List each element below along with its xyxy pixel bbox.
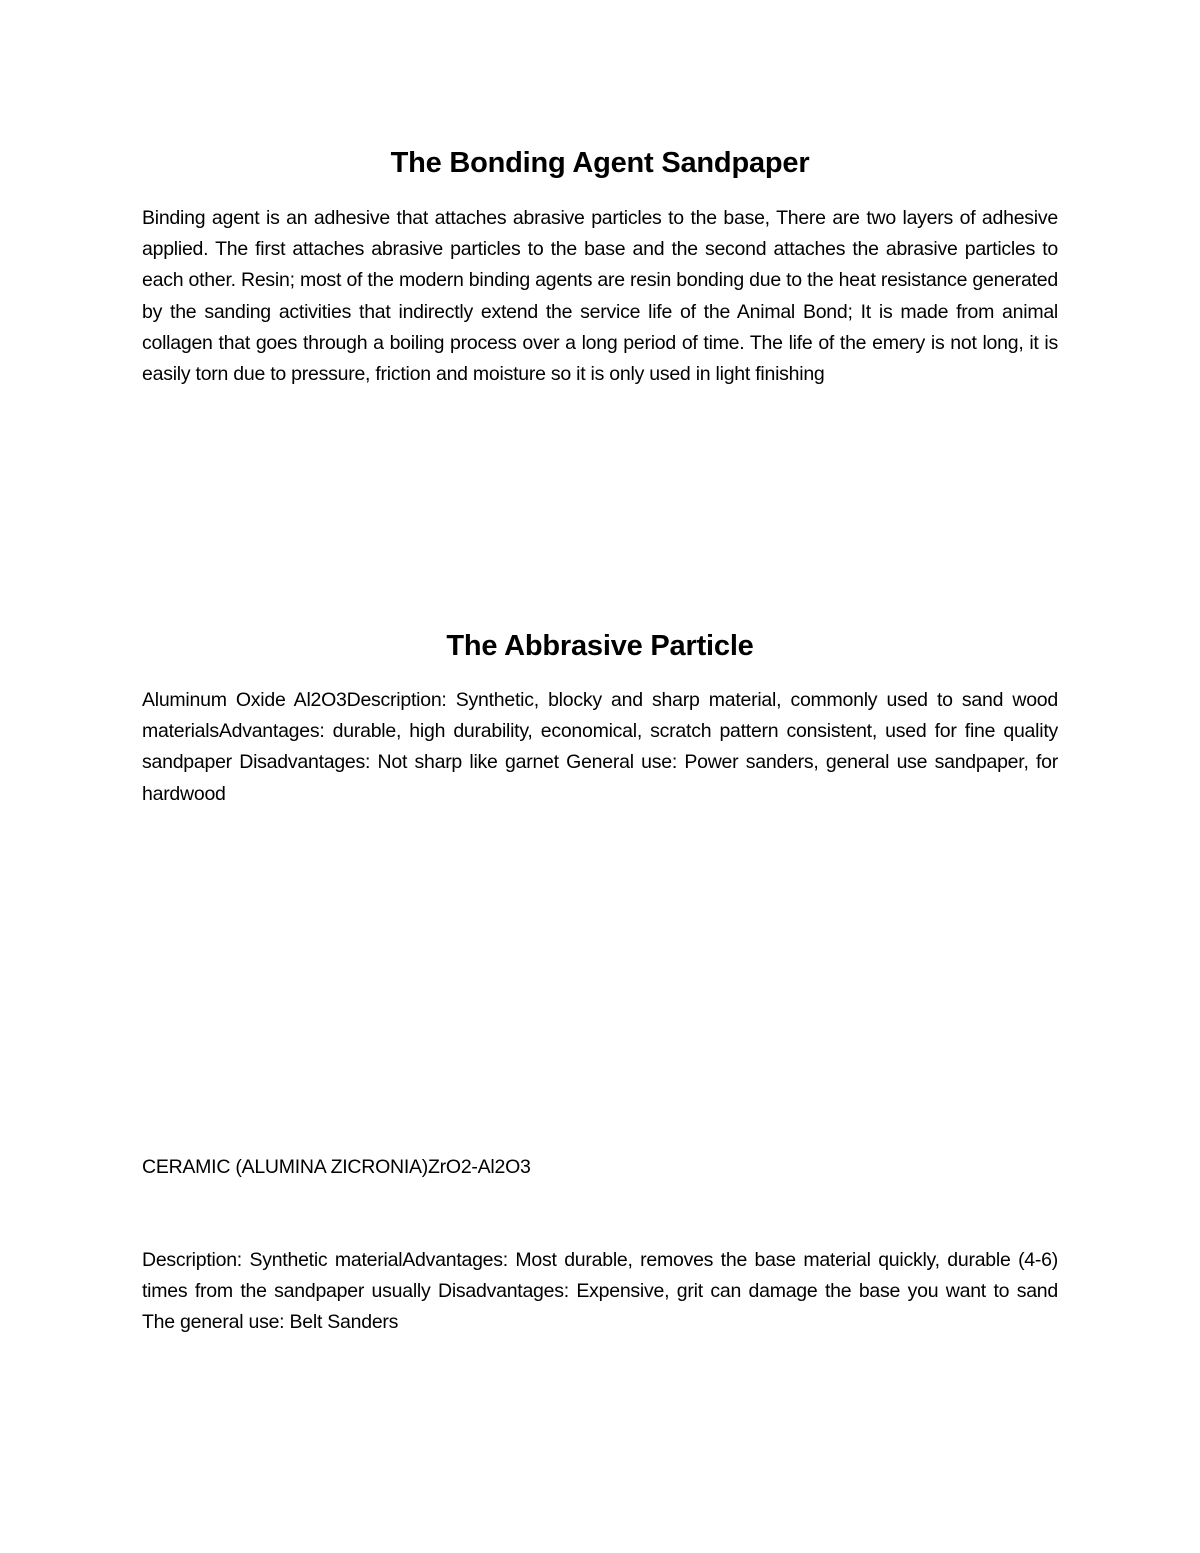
section-bonding-agent-body: Binding agent is an adhesive that attaches abrasive particles to the base, There are two layers of adhesive applied. The first attaches abrasive particles to the base and the second attaches the abrasive particles to each other. Resin; most of the modern binding agents are resin bonding due to the heat resistance generated by the sanding activities that indirectly extend the service life of the Animal Bond; It is made from animal collagen that goes through a boiling process over a long period of time. The life of the emery is not long, it is easily torn due to pressure, friction and moisture so it is only used in light finishing [142,207,1058,386]
section-ceramic-title: CERAMIC (ALUMINA ZICRONIA)ZrO2-Al2O3 [142,1156,531,1178]
section-abrasive-particle-title: The Abbrasive Particle [446,630,754,662]
section-bonding-agent-title: The Bonding Agent Sandpaper [390,147,810,179]
section-ceramic-body: Description: Synthetic materialAdvantages: Most durable, removes the base material quickly, durable (4-6) times from the sandpaper usually Disadvantages: Expensive, grit can damage the base you want to sand The general use: Belt Sanders [142,1249,1058,1334]
section-abrasive-particle-body: Aluminum Oxide Al2O3Description: Synthetic, blocky and sharp material, commonly used to sand wood materialsAdvantages: durable, high durability, economical, scratch pattern consistent, used for fine quality sandpaper Disadvantages: Not sharp like garnet General use: Power sanders, general use sandpaper, for hardwood [142,689,1058,805]
